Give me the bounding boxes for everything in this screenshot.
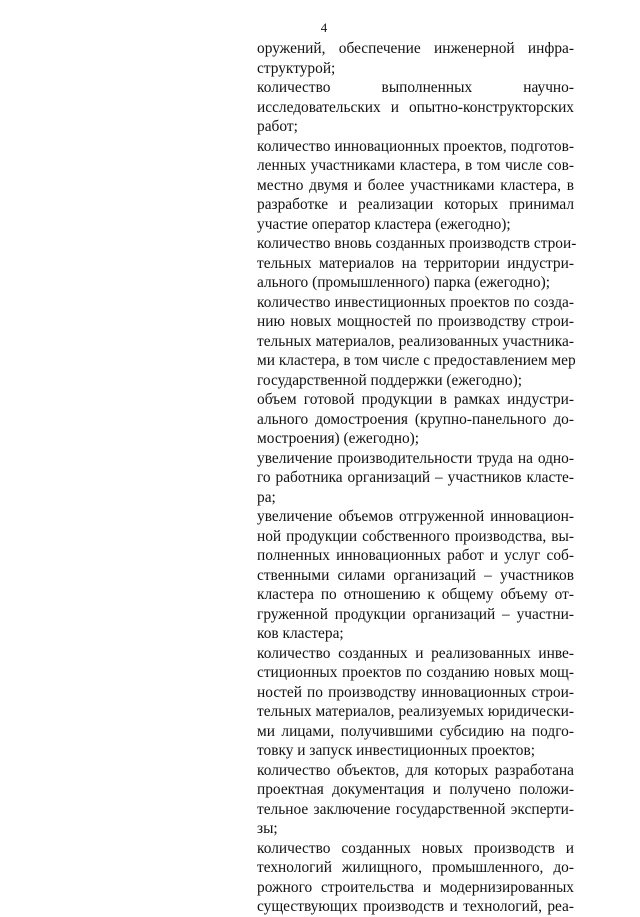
text-line: груженной продукции организаций – участни- — [257, 605, 574, 623]
text-line: количество инвестиционных проектов по созда- — [257, 293, 574, 311]
text-line: увеличение производительности труда на одно- — [257, 449, 574, 467]
text-line: ной продукции собственного производства, вы- — [257, 527, 574, 545]
text-line: ми лицами, получившими субсидию на подго- — [257, 722, 574, 740]
text-line: государственной поддержки (ежегодно); — [257, 371, 522, 389]
text-line: рожного строительства и модернизированных — [257, 878, 574, 896]
text-line: структурой; — [257, 59, 336, 77]
text-line: работ; — [257, 118, 298, 135]
text-line: товку и запуск инвестиционных проектов; — [257, 742, 536, 759]
text-line: существующих производств и технологий, реа- — [257, 898, 574, 915]
text-line: количество выполненных научно- — [257, 79, 574, 96]
text-line: ностей по производству инновационных строи- — [257, 683, 574, 701]
text-line: нию новых мощностей по производству строи- — [257, 313, 574, 330]
text-line: ков кластера; — [257, 625, 344, 642]
text-line: местно двумя и более участниками кластера, в — [257, 176, 574, 194]
text-line: зы; — [257, 820, 278, 837]
text-line: количество созданных новых производств и — [257, 839, 574, 857]
text-line: кластера по отношению к общему объему от- — [257, 586, 574, 603]
text-line: увеличение объемов отгруженной инновацион- — [257, 508, 574, 525]
text-line: ленных участниками кластера, в том числе сов- — [257, 157, 574, 174]
text-line: тельное заключение государственной эксперти- — [257, 800, 574, 818]
text-line: тельных материалов, реализуемых юридически- — [257, 703, 574, 720]
text-line: проектная документация и получено положи- — [257, 781, 574, 798]
page-number: 4 — [320, 20, 328, 35]
text-line: тельных материалов, реализованных участника- — [257, 332, 574, 350]
text-line: исследовательских и опытно-конструкторских — [257, 98, 574, 116]
text-line: стиционных проектов по созданию новых мощ- — [257, 664, 574, 681]
document-text-column — [257, 39, 577, 917]
text-line: го работника организаций – участников класте- — [257, 469, 574, 486]
text-line: ми кластера, в том числе с предоставлением мер — [257, 352, 576, 369]
text-line: мостроения) (ежегодно); — [257, 430, 420, 447]
text-line: технологий жилищного, промышленного, до- — [257, 859, 574, 876]
text-line: разработке и реализации которых принимал — [257, 196, 574, 213]
text-line: количество инновационных проектов, подготов- — [257, 137, 574, 155]
text-line: количество вновь созданных производств строи- — [257, 235, 577, 252]
text-line: участие оператор кластера (ежегодно); — [257, 215, 511, 233]
text-line: количество объектов, для которых разработана — [257, 761, 574, 779]
text-line: оружений, обеспечение инженерной инфра- — [257, 40, 574, 57]
text-line: полненных инновационных работ и услуг соб- — [257, 547, 574, 564]
text-line: ра; — [257, 488, 276, 506]
text-line: ального (промышленного) парка (ежегодно); — [257, 274, 550, 291]
text-line: количество созданных и реализованных инве- — [257, 644, 574, 662]
text-line: ственными силами организаций – участников — [257, 566, 574, 584]
text-line: объем готовой продукции в рамках индустри- — [257, 391, 574, 408]
text-line: ального домостроения (крупно-панельного до- — [257, 410, 574, 428]
text-line: тельных материалов на территории индустри- — [257, 254, 574, 272]
